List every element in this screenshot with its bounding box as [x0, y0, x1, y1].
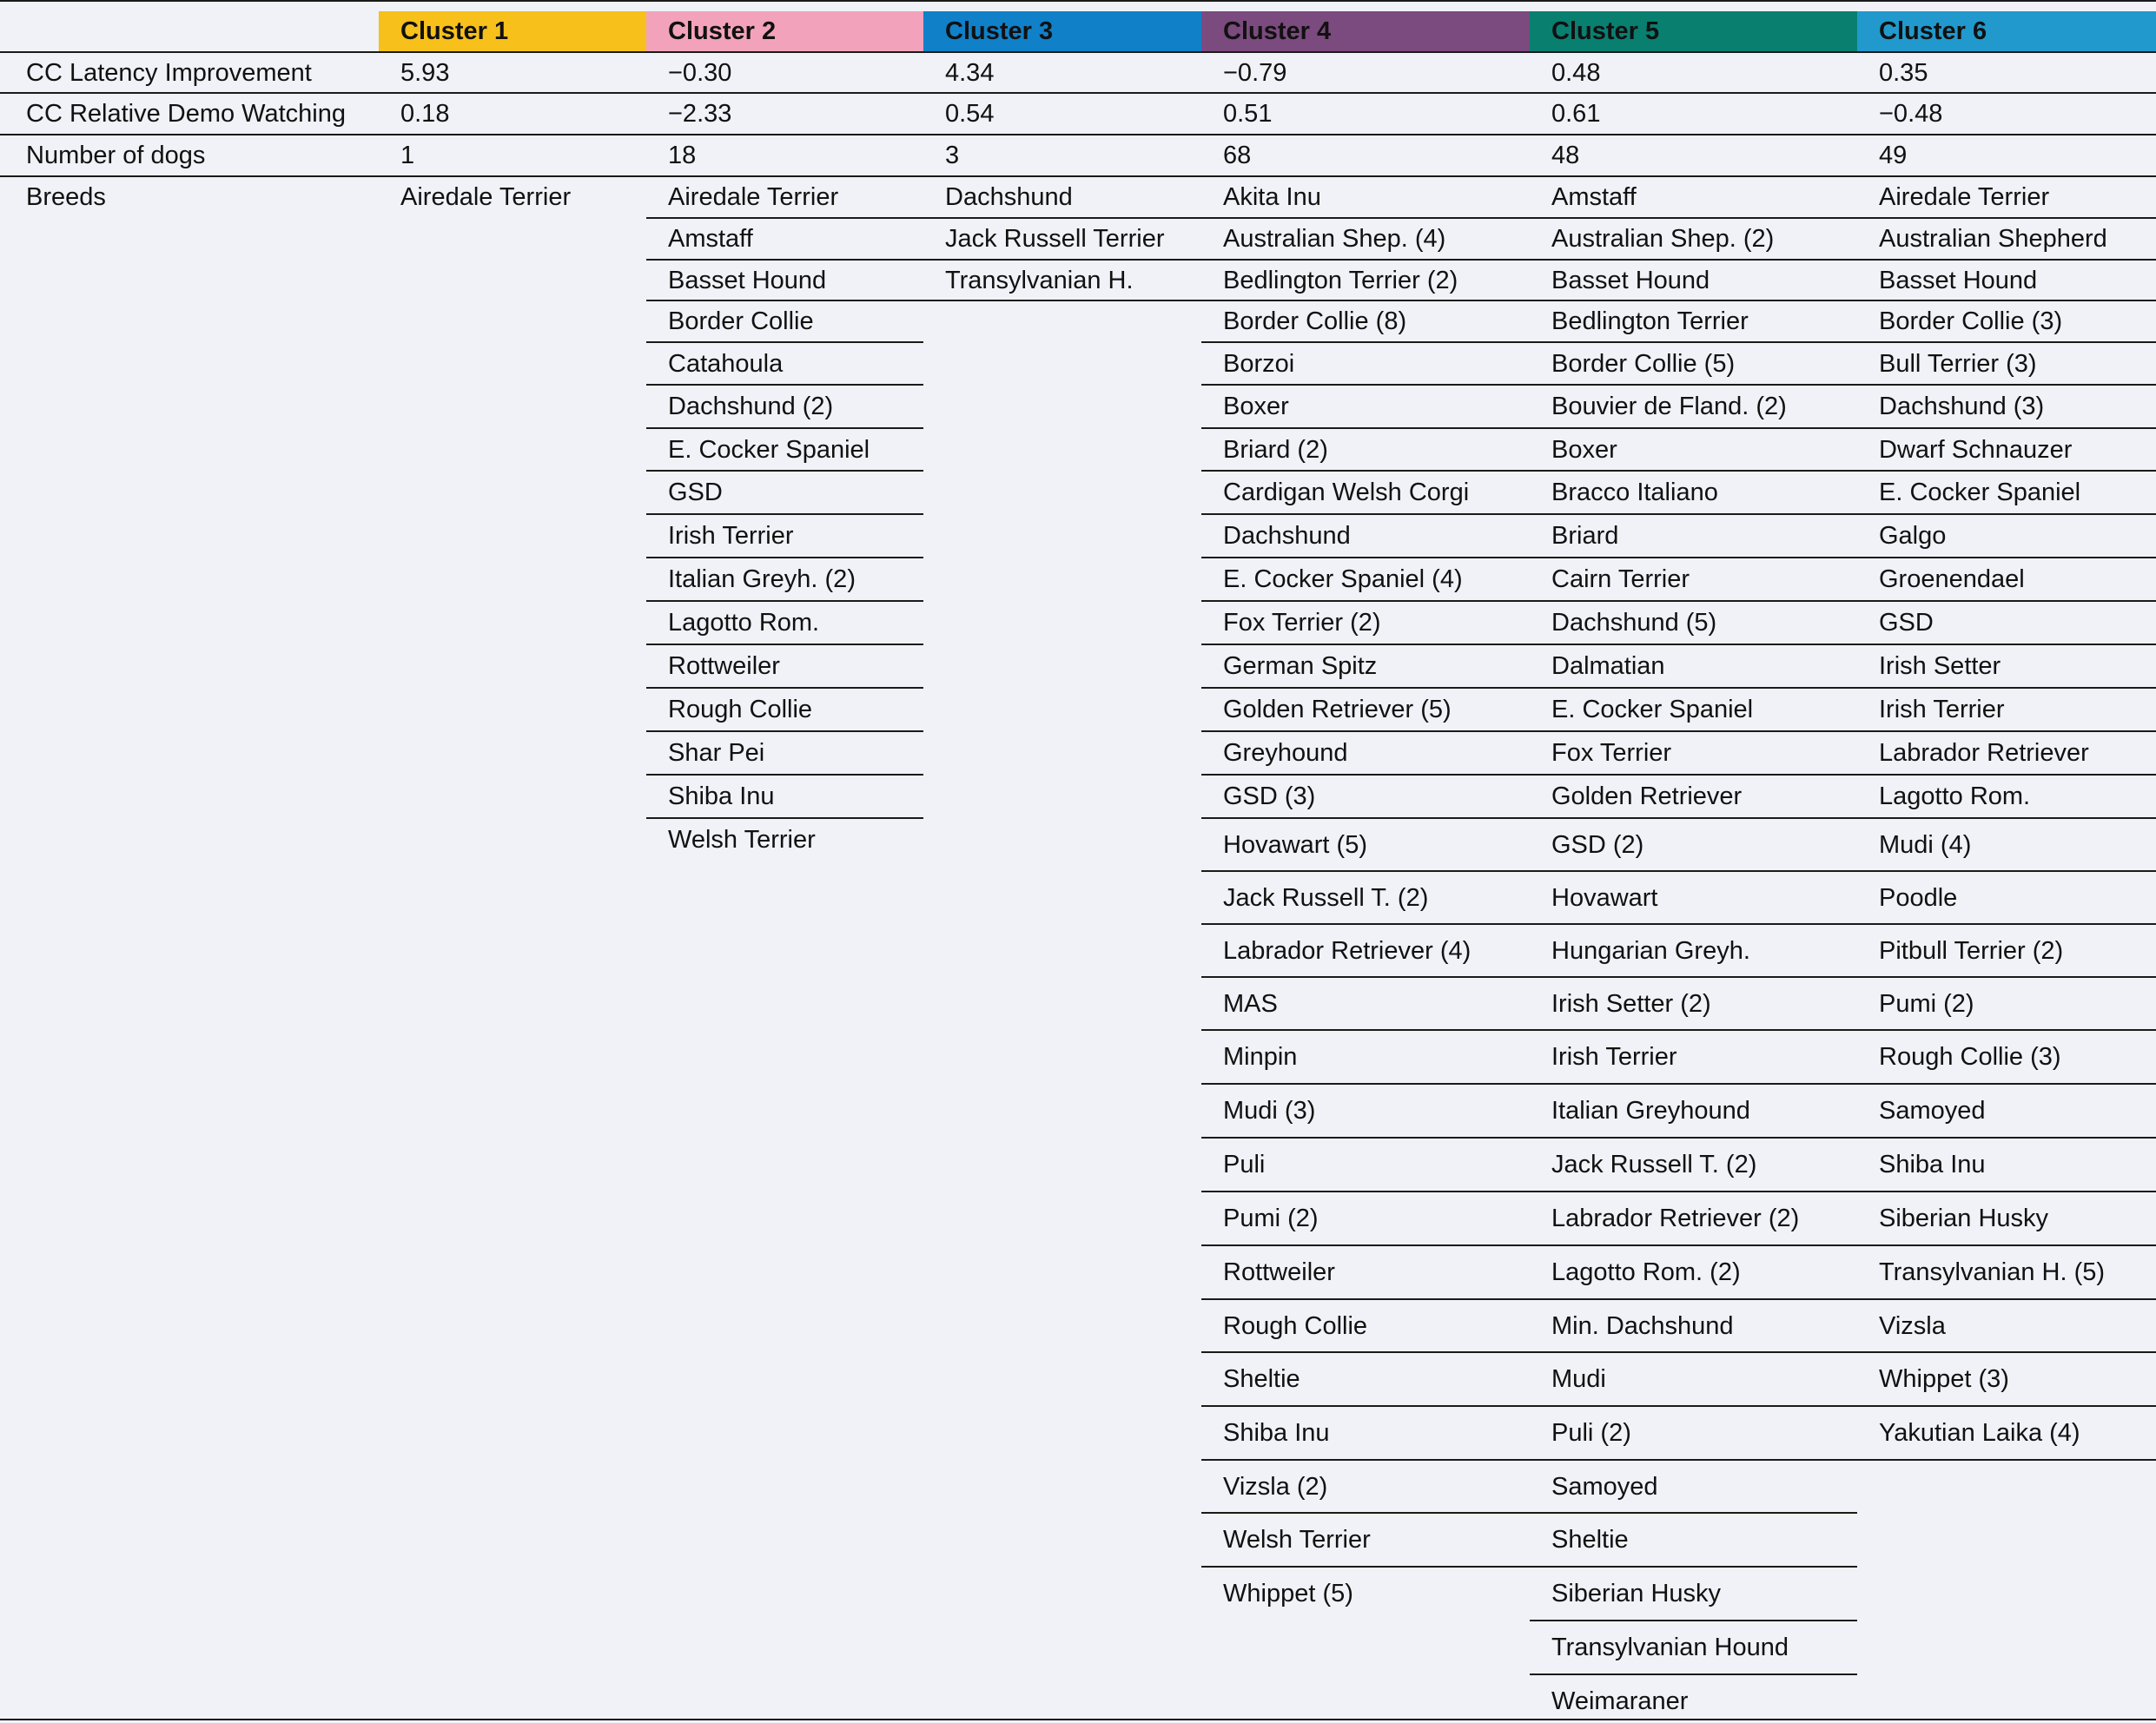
- breed-item: Pitbull Terrier (2): [1879, 936, 2064, 965]
- breed-rule: [1201, 1083, 1530, 1085]
- row-rule: [0, 134, 2156, 135]
- breed-item: Irish Terrier: [1551, 1043, 1677, 1071]
- breed-item: Mudi (4): [1879, 830, 1972, 859]
- metric-value: 0.48: [1551, 59, 1601, 87]
- breed-rule: [1857, 923, 2156, 925]
- breed-rule: [1857, 1083, 2156, 1085]
- breed-item: Fox Terrier (2): [1223, 609, 1381, 637]
- breed-rule: [1857, 774, 2156, 776]
- breed-rule: [1857, 1191, 2156, 1192]
- breed-rule: [1857, 300, 2156, 301]
- breed-item: Weimaraner: [1551, 1687, 1689, 1715]
- breed-rule: [1530, 600, 1857, 602]
- breed-rule: [1201, 600, 1530, 602]
- breed-rule: [1857, 513, 2156, 515]
- breed-item: Boxer: [1551, 435, 1617, 464]
- breed-item: Hungarian Greyh.: [1551, 936, 1750, 965]
- breed-item: Akita Inu: [1223, 183, 1321, 211]
- breed-rule: [1201, 923, 1530, 925]
- breed-item: Sheltie: [1223, 1365, 1300, 1393]
- breed-rule: [1857, 817, 2156, 819]
- row-label: CC Latency Improvement: [26, 59, 312, 87]
- breed-rule: [646, 600, 923, 602]
- breed-item: Irish Terrier: [1879, 696, 2005, 723]
- breed-rule: [1857, 1029, 2156, 1031]
- breed-item: Fox Terrier: [1551, 739, 1672, 767]
- breed-item: Shar Pei: [668, 739, 765, 767]
- breed-item: Transylvanian H. (5): [1879, 1258, 2106, 1286]
- row-label: CC Relative Demo Watching: [26, 100, 346, 128]
- breed-item: Catahoula: [668, 349, 784, 378]
- breed-rule: [1857, 1405, 2156, 1407]
- breed-item: Pumi (2): [1223, 1205, 1319, 1232]
- breed-rule: [1530, 1566, 1857, 1568]
- breed-rule: [1201, 1405, 1530, 1407]
- breed-item: E. Cocker Spaniel: [1879, 479, 2081, 506]
- breed-rule: [1201, 384, 1530, 386]
- breed-item: Amstaff: [668, 225, 753, 253]
- top-rule: [0, 0, 2156, 2]
- breed-item: Bedlington Terrier (2): [1223, 266, 1458, 294]
- breed-item: Briard: [1551, 522, 1619, 550]
- breed-item: Mudi (3): [1223, 1097, 1316, 1125]
- metric-value: 1: [400, 142, 415, 169]
- breed-item: Labrador Retriever: [1879, 739, 2089, 767]
- metric-value: 0.35: [1879, 59, 1928, 87]
- breed-item: Welsh Terrier: [1223, 1526, 1371, 1554]
- breed-rule: [1201, 817, 1530, 819]
- breed-rule: [1857, 217, 2156, 219]
- breed-item: Samoyed: [1879, 1097, 1986, 1125]
- breed-rule: [646, 817, 923, 819]
- breed-item: E. Cocker Spaniel: [668, 435, 870, 464]
- breed-item: Whippet (3): [1879, 1365, 2009, 1393]
- breed-rule: [1857, 687, 2156, 689]
- column-header-cluster-6: Cluster 6: [1857, 11, 2156, 52]
- metric-value: 68: [1223, 142, 1252, 169]
- breed-item: Sheltie: [1551, 1526, 1629, 1554]
- breed-item: Briard (2): [1223, 435, 1328, 464]
- breed-rule: [1857, 259, 2156, 261]
- breed-item: Cairn Terrier: [1551, 565, 1690, 593]
- breed-item: Golden Retriever (5): [1223, 696, 1452, 723]
- bottom-rule: [0, 1719, 2156, 1720]
- metric-value: −0.48: [1879, 100, 1943, 128]
- breed-rule: [1201, 470, 1530, 472]
- breed-item: Puli (2): [1551, 1419, 1631, 1447]
- breed-rule: [1201, 774, 1530, 776]
- breed-item: Cardigan Welsh Corgi: [1223, 479, 1470, 506]
- breed-rule: [1530, 1673, 1857, 1675]
- breed-rule: [1201, 1191, 1530, 1192]
- breed-item: Transylvanian Hound: [1551, 1634, 1789, 1661]
- metric-value: 0.54: [945, 100, 995, 128]
- breed-rule: [646, 687, 923, 689]
- breed-item: Golden Retriever: [1551, 782, 1743, 810]
- breed-rule: [1530, 1298, 1857, 1300]
- breed-rule: [1530, 1512, 1857, 1514]
- breed-item: Basset Hound: [1879, 266, 2038, 294]
- breed-rule: [646, 470, 923, 472]
- breed-rule: [1857, 600, 2156, 602]
- breed-item: Vizsla: [1879, 1311, 1946, 1340]
- breed-rule: [1530, 341, 1857, 343]
- breed-rule: [1201, 687, 1530, 689]
- breed-item: Border Collie (3): [1879, 307, 2063, 335]
- column-header-cluster-4: Cluster 4: [1201, 11, 1530, 52]
- breed-rule: [1857, 1137, 2156, 1139]
- breed-rule: [1201, 513, 1530, 515]
- breed-rule: [1857, 1459, 2156, 1461]
- breed-item: Transylvanian H.: [945, 266, 1134, 294]
- breed-item: Italian Greyhound: [1551, 1097, 1750, 1125]
- breeds-label: Breeds: [26, 183, 106, 211]
- breed-item: Airedale Terrier: [400, 183, 572, 211]
- breed-item: GSD: [1879, 609, 1934, 637]
- breed-rule: [1530, 730, 1857, 732]
- breed-item: Dachshund (2): [668, 393, 834, 420]
- breed-rule: [1530, 1244, 1857, 1246]
- row-label: Number of dogs: [26, 142, 206, 169]
- breed-item: Border Collie (8): [1223, 307, 1407, 335]
- breed-item: Dwarf Schnauzer: [1879, 435, 2073, 464]
- breed-rule: [1530, 687, 1857, 689]
- breed-item: Bouvier de Fland. (2): [1551, 393, 1787, 420]
- breed-item: GSD (3): [1223, 782, 1316, 810]
- breed-rule: [1530, 1137, 1857, 1139]
- breed-item: Lagotto Rom. (2): [1551, 1258, 1741, 1286]
- breed-rule: [1530, 644, 1857, 645]
- breed-rule: [1201, 1459, 1530, 1461]
- breed-rule: [1201, 976, 1530, 978]
- breed-rule: [1857, 1244, 2156, 1246]
- metric-value: −0.30: [668, 59, 732, 87]
- breed-item: MAS: [1223, 989, 1278, 1018]
- breed-rule: [1201, 1244, 1530, 1246]
- breed-item: Lagotto Rom.: [1879, 782, 2031, 810]
- breed-rule: [1201, 1512, 1530, 1514]
- breed-rule: [1530, 470, 1857, 472]
- breed-rule: [646, 259, 923, 261]
- breed-rule: [1530, 1029, 1857, 1031]
- column-header-cluster-3: Cluster 3: [923, 11, 1201, 52]
- breed-item: GSD (2): [1551, 830, 1644, 859]
- breed-item: Labrador Retriever (4): [1223, 936, 1472, 965]
- breed-rule: [1201, 1298, 1530, 1300]
- breed-rule: [646, 557, 923, 558]
- breed-item: Vizsla (2): [1223, 1472, 1328, 1501]
- breed-rule: [1530, 384, 1857, 386]
- breed-item: Irish Setter: [1879, 652, 2001, 680]
- breed-rule: [1530, 427, 1857, 429]
- breed-rule: [1857, 644, 2156, 645]
- breed-item: Mudi: [1551, 1365, 1606, 1393]
- breed-rule: [1857, 870, 2156, 872]
- breed-rule: [1530, 1459, 1857, 1461]
- breed-rule: [1530, 1191, 1857, 1192]
- breed-item: Irish Terrier: [668, 522, 794, 550]
- breed-rule: [646, 513, 923, 515]
- breed-rule: [1857, 730, 2156, 732]
- breed-rule: [1201, 1566, 1530, 1568]
- breed-item: Hovawart (5): [1223, 830, 1367, 859]
- breed-item: Dachshund (3): [1879, 393, 2045, 420]
- breed-item: Welsh Terrier: [668, 826, 816, 854]
- breed-rule: [1530, 870, 1857, 872]
- metric-value: 48: [1551, 142, 1580, 169]
- row-rule: [0, 92, 2156, 94]
- breed-item: Min. Dachshund: [1551, 1311, 1734, 1340]
- metric-value: 0.61: [1551, 100, 1601, 128]
- breed-item: Rough Collie: [668, 696, 813, 723]
- breed-item: Border Collie: [668, 307, 814, 335]
- header-rule: [0, 51, 2156, 53]
- breed-item: Galgo: [1879, 522, 1947, 550]
- breed-item: Border Collie (5): [1551, 349, 1736, 378]
- breed-rule: [1530, 259, 1857, 261]
- breed-item: Rottweiler: [1223, 1258, 1335, 1286]
- breed-item: Labrador Retriever (2): [1551, 1205, 1800, 1232]
- metric-value: 0.51: [1223, 100, 1273, 128]
- breed-item: Dalmatian: [1551, 652, 1665, 680]
- breed-item: Greyhound: [1223, 739, 1348, 767]
- breed-rule: [1530, 817, 1857, 819]
- metric-value: 3: [945, 142, 960, 169]
- breed-item: Australian Shep. (4): [1223, 225, 1446, 253]
- breed-rule: [1201, 730, 1530, 732]
- breed-item: Puli: [1223, 1151, 1266, 1178]
- breed-item: Airedale Terrier: [1879, 183, 2050, 211]
- breed-item: Basset Hound: [668, 266, 827, 294]
- breed-rule: [1530, 774, 1857, 776]
- breed-item: Shiba Inu: [668, 782, 775, 810]
- breed-item: Bull Terrier (3): [1879, 349, 2037, 378]
- metric-value: 0.18: [400, 100, 450, 128]
- breed-item: Jack Russell Terrier: [945, 225, 1165, 253]
- breed-item: Rottweiler: [668, 652, 780, 680]
- breed-item: Siberian Husky: [1551, 1580, 1722, 1607]
- metric-value: 5.93: [400, 59, 450, 87]
- breed-rule: [1530, 1351, 1857, 1353]
- breed-rule: [1857, 1351, 2156, 1353]
- breed-rule: [1857, 341, 2156, 343]
- breed-rule: [1857, 1298, 2156, 1300]
- breed-rule: [1530, 1405, 1857, 1407]
- breed-item: Italian Greyh. (2): [668, 565, 856, 593]
- breed-item: German Spitz: [1223, 652, 1378, 680]
- breed-item: Poodle: [1879, 883, 1958, 912]
- breed-rule: [1530, 217, 1857, 219]
- breed-rule: [1857, 470, 2156, 472]
- breed-item: Jack Russell T. (2): [1551, 1151, 1757, 1178]
- breed-item: Australian Shepherd: [1879, 225, 2107, 253]
- breed-rule: [646, 774, 923, 776]
- breed-item: Basset Hound: [1551, 266, 1710, 294]
- breed-item: Dachshund: [945, 183, 1073, 211]
- breed-item: GSD: [668, 479, 723, 506]
- breed-rule: [646, 730, 923, 732]
- row-rule: [0, 175, 2156, 177]
- breed-item: E. Cocker Spaniel: [1551, 696, 1754, 723]
- breed-rule: [1530, 976, 1857, 978]
- breed-rule: [1201, 870, 1530, 872]
- breed-item: Dachshund (5): [1551, 609, 1717, 637]
- breed-rule: [1201, 644, 1530, 645]
- breed-rule: [1201, 557, 1530, 558]
- breed-item: Airedale Terrier: [668, 183, 839, 211]
- breed-rule: [1201, 217, 1530, 219]
- column-header-cluster-2: Cluster 2: [646, 11, 923, 52]
- breed-rule: [1530, 1620, 1857, 1621]
- breed-rule: [1857, 976, 2156, 978]
- breed-rule: [646, 300, 923, 301]
- breed-rule: [1201, 1137, 1530, 1139]
- breed-item: Amstaff: [1551, 183, 1637, 211]
- breed-rule: [646, 427, 923, 429]
- breed-rule: [1857, 427, 2156, 429]
- breed-item: Yakutian Laika (4): [1879, 1419, 2080, 1447]
- column-header-cluster-1: Cluster 1: [379, 11, 646, 52]
- breed-rule: [1857, 384, 2156, 386]
- breed-item: Rough Collie (3): [1879, 1043, 2061, 1071]
- breed-rule: [1201, 427, 1530, 429]
- metric-value: −2.33: [668, 100, 732, 128]
- breed-item: Groenendael: [1879, 565, 2025, 593]
- metric-value: −0.79: [1223, 59, 1287, 87]
- breed-item: Siberian Husky: [1879, 1205, 2049, 1232]
- breed-item: Shiba Inu: [1223, 1419, 1330, 1447]
- breed-item: E. Cocker Spaniel (4): [1223, 565, 1463, 593]
- breed-rule: [1201, 259, 1530, 261]
- breed-rule: [1530, 513, 1857, 515]
- breed-rule: [1530, 923, 1857, 925]
- breed-item: Shiba Inu: [1879, 1151, 1986, 1178]
- breed-rule: [1201, 1029, 1530, 1031]
- breed-rule: [1530, 1083, 1857, 1085]
- breed-item: Rough Collie: [1223, 1311, 1368, 1340]
- breed-item: Australian Shep. (2): [1551, 225, 1775, 253]
- metric-value: 4.34: [945, 59, 995, 87]
- breed-item: Whippet (5): [1223, 1580, 1353, 1607]
- breed-item: Pumi (2): [1879, 989, 1974, 1018]
- breed-rule: [1201, 300, 1530, 301]
- breed-item: Jack Russell T. (2): [1223, 883, 1429, 912]
- breed-rule: [1201, 341, 1530, 343]
- breed-rule: [923, 300, 1201, 301]
- breed-rule: [646, 217, 923, 219]
- breed-item: Boxer: [1223, 393, 1289, 420]
- breed-item: Hovawart: [1551, 883, 1658, 912]
- breed-rule: [1530, 557, 1857, 558]
- breed-rule: [1857, 557, 2156, 558]
- metric-value: 49: [1879, 142, 1908, 169]
- breed-rule: [1530, 300, 1857, 301]
- column-header-cluster-5: Cluster 5: [1530, 11, 1857, 52]
- metric-value: 18: [668, 142, 697, 169]
- breed-item: Minpin: [1223, 1043, 1298, 1071]
- breed-rule: [646, 644, 923, 645]
- breed-item: Borzoi: [1223, 349, 1295, 378]
- breed-rule: [923, 217, 1201, 219]
- breed-item: Samoyed: [1551, 1472, 1658, 1501]
- breed-item: Irish Setter (2): [1551, 989, 1711, 1018]
- breed-item: Bedlington Terrier: [1551, 307, 1749, 335]
- breed-item: Lagotto Rom.: [668, 609, 820, 637]
- breed-item: Dachshund: [1223, 522, 1351, 550]
- breed-item: Bracco Italiano: [1551, 479, 1718, 506]
- breed-rule: [923, 259, 1201, 261]
- breed-rule: [646, 341, 923, 343]
- breed-rule: [646, 384, 923, 386]
- breed-rule: [1201, 1351, 1530, 1353]
